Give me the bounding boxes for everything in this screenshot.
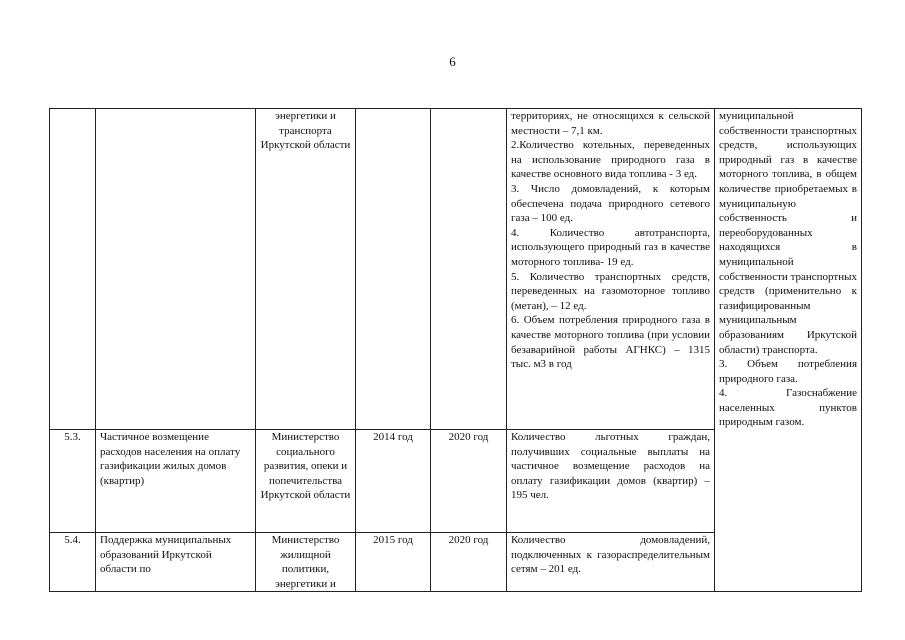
executor-name: Министерство жилищной политики, энергетики и	[256, 533, 356, 592]
indicator-item: 3. Число домовладений, к которым обеспечена подача природного сетевого газа – 100 ед.	[511, 182, 710, 225]
result-item: муниципальной собственности транспортных средств, использующих природный газ в качестве моторного топлива, в общем количестве приобретаемых в муниципальную собственность и переоборудованных находящихся в муниципальной собственности транспортных средств (применительно к газифицированным муниципальным образованиям Иркутской области) транспорта.	[719, 110, 857, 356]
indicators-cell	[507, 533, 715, 592]
table-row	[50, 109, 862, 430]
indicator-item: Количество льготных граждан, получивших социальные выплаты на частичное возмещение расходов на оплату газификации домов (квартир) – 195 чел.	[511, 431, 710, 502]
end-year	[431, 109, 507, 430]
row-number: 5.3.	[50, 430, 96, 533]
result-item: 4. Газоснабжение населенных пунктов природным газом.	[719, 387, 857, 429]
page-number: 6	[449, 54, 456, 69]
indicator-item: 2.Количество котельных, переведенных на использование природного газа в качестве основного вида топлива - 3 ед.	[511, 139, 710, 181]
start-year: 2014 год	[356, 430, 431, 533]
indicator-item: 6. Объем потребления природного газа в качестве моторного топлива (при условии безаварийной работы АГНКС) – 1315 тыс. м3 в год	[511, 314, 710, 371]
program-activities-table	[49, 108, 862, 592]
end-year: 2020 год	[431, 533, 507, 592]
start-year	[356, 109, 431, 430]
start-year: 2015 год	[356, 533, 431, 592]
activity-name: Поддержка муниципальных образований Иркутской области по	[96, 533, 256, 592]
indicators-cell	[507, 430, 715, 533]
executor-name: Министерство социального развития, опеки и попечительства Иркутской области	[256, 430, 356, 533]
indicator-item: 5. Количество транспортных средств, переведенных на газомоторное топливо (метан), – 12 ед.	[511, 270, 710, 312]
indicators-cell	[507, 109, 715, 430]
indicator-item: территориях, не относящихся к сельской местности – 7,1 км.	[511, 110, 710, 137]
expected-results-cell	[715, 109, 862, 592]
indicator-item: 4. Количество автотранспорта, использующего природный газ в качестве моторного топлива- 19 ед.	[511, 226, 710, 268]
indicator-item: Количество домовладений, подключенных к газораспределительным сетям – 201 ед.	[511, 534, 710, 576]
row-number: 5.4.	[50, 533, 96, 592]
result-item: 3. Объем потребления природного газа.	[719, 358, 857, 385]
executor-name: энергетики и транспорта Иркутской области	[256, 109, 356, 430]
end-year: 2020 год	[431, 430, 507, 533]
row-number	[50, 109, 96, 430]
activity-name: Частичное возмещение расходов населения на оплату газификации жилых домов (квартир)	[96, 430, 256, 533]
activity-name	[96, 109, 256, 430]
